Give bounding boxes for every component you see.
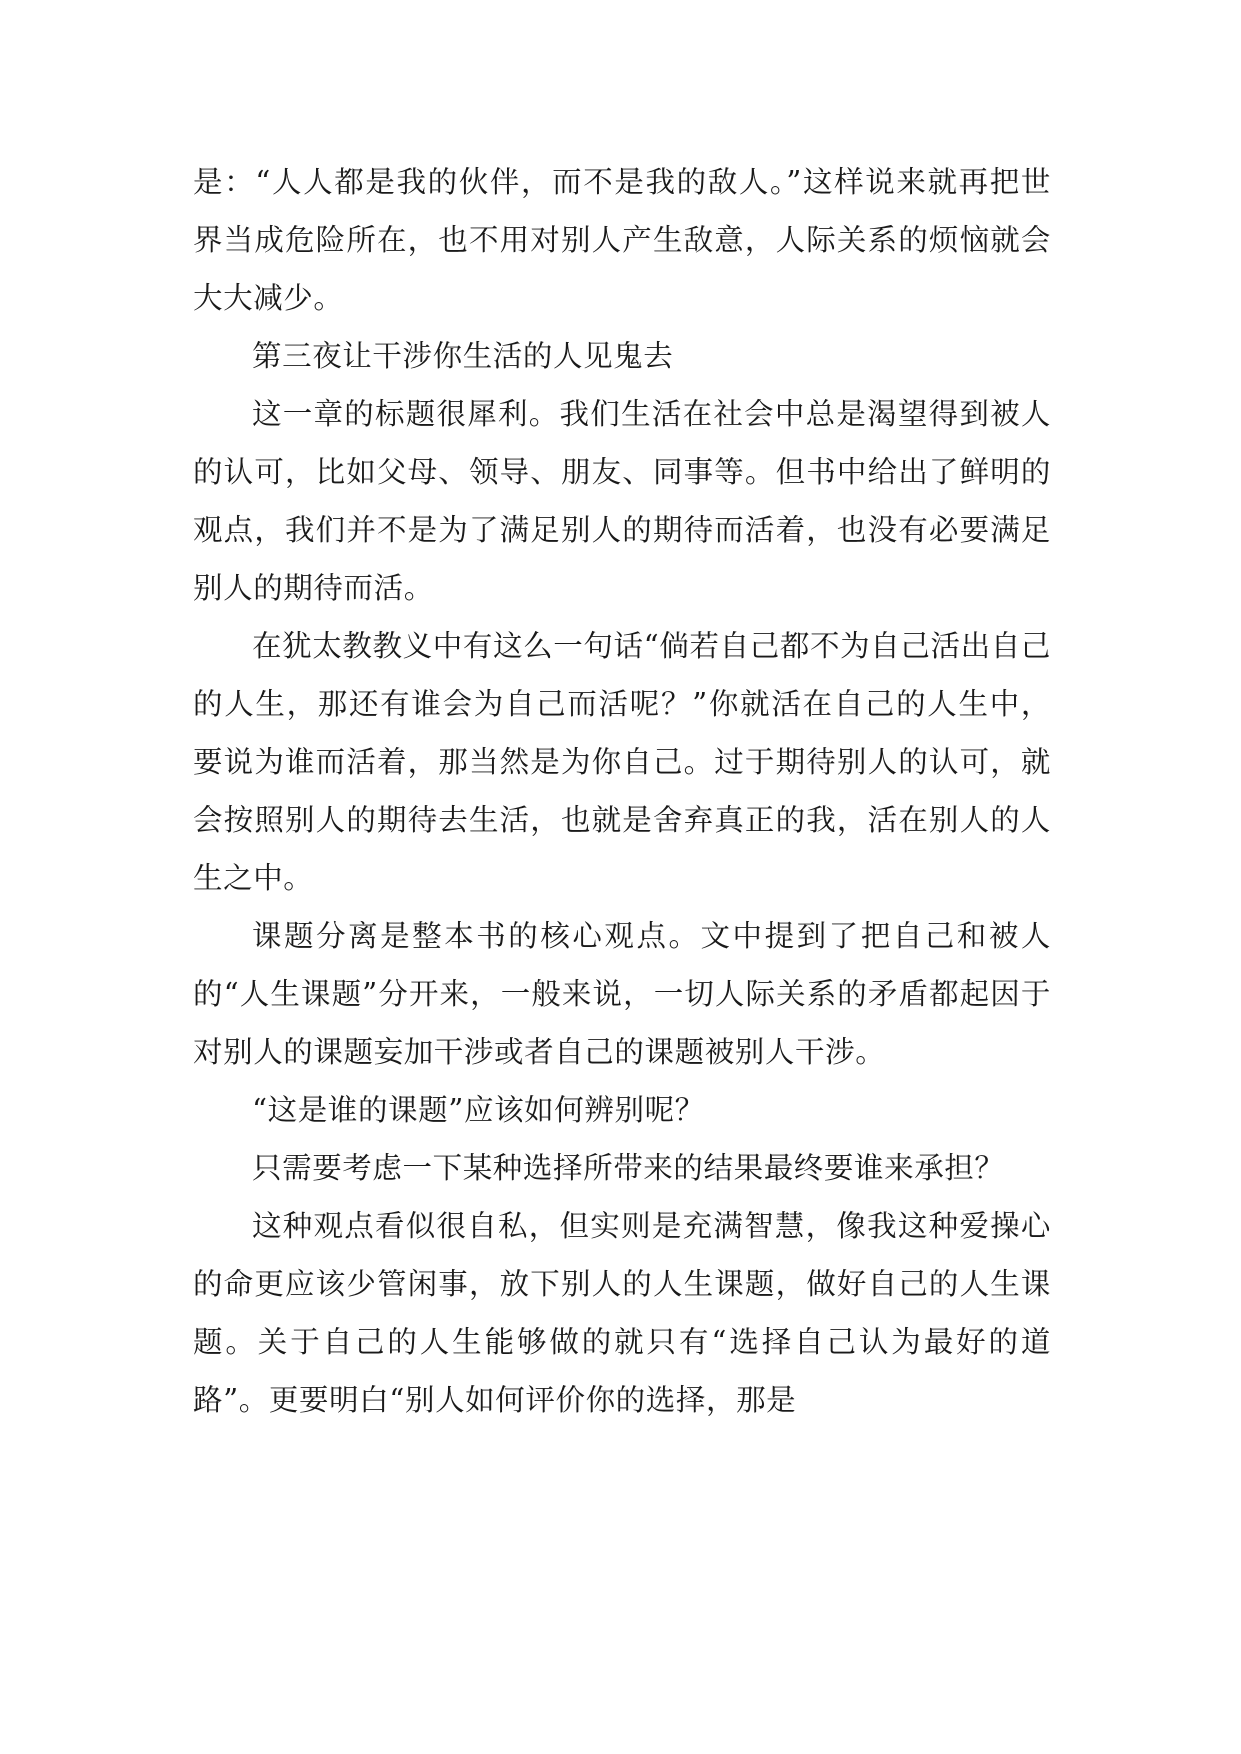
paragraph: 课题分离是整本书的核心观点。文中提到了把自己和被人的“人生课题”分开来，一般来说，一切人际关系的矛盾都起因于对别人的课题妄加干涉或者自己的课题被别人干涉。 [193,919,1051,1069]
body-text [193,153,1051,1429]
paragraph: 只需要考虑一下某种选择所带来的结果最终要谁来承担？ [252,1151,1005,1185]
paragraph: 这种观点看似很自私，但实则是充满智慧，像我这种爱操心的命更应该少管闲事，放下别人的人生课题，做好自己的人生课题。关于自己的人生能够做的就只有“选择自己认为最好的道路”。更要明白“别人如何评价你的选择，那是 [193,1209,1051,1417]
paragraph: 在犹太教教义中有这么一句话“倘若自己都不为自己活出自己的人生，那还有谁会为自己而活呢？”你就活在自己的人生中，要说为谁而活着，那当然是为你自己。过于期待别人的认可，就会按照别人的期待去生活，也就是舍弃真正的我，活在别人的人生之中。 [193,629,1051,895]
section-heading: 第三夜让干涉你生活的人见鬼去 [252,339,674,373]
paragraph-continuation: 是：“人人都是我的伙伴，而不是我的敌人。”这样说来就再把世界当成危险所在，也不用对别人产生敌意，人际关系的烦恼就会大大减少。 [193,165,1051,315]
paragraph: “这是谁的课题”应该如何辨别呢？ [252,1093,705,1127]
paragraph: 这一章的标题很犀利。我们生活在社会中总是渴望得到被人的认可，比如父母、领导、朋友、同事等。但书中给出了鲜明的观点，我们并不是为了满足别人的期待而活着，也没有必要满足别人的期待而活。 [193,397,1051,605]
